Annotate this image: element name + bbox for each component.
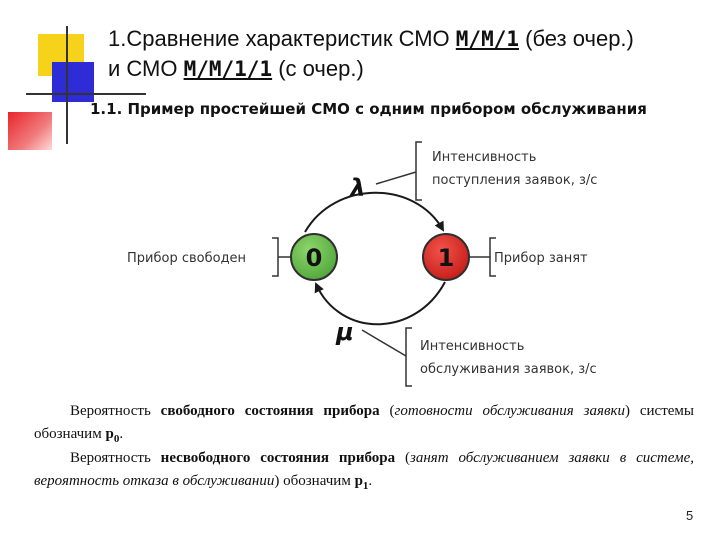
p1-text-e: ) системы обозначим	[34, 403, 694, 442]
bracket-busy	[470, 238, 496, 276]
subtitle: 1.1. Пример простейшей СМО с одним прибором обслуживания	[90, 100, 647, 118]
p1-bold: свободного состояния прибора	[160, 403, 380, 419]
p1-italic: готовности обслуживания заявки	[394, 403, 625, 419]
arrival-line1: Интенсивность	[432, 150, 537, 165]
p2-symbol: p	[354, 473, 363, 489]
p2-bold: несвободного состояния прибора	[160, 450, 396, 466]
service-line1: Интенсивность	[420, 339, 525, 354]
p1-period: .	[119, 426, 124, 442]
p1-subscript: 0	[113, 433, 120, 445]
paragraph-free-state	[34, 400, 694, 451]
p2-text-a: Вероятность	[70, 450, 161, 466]
paragraph-busy-state	[34, 447, 694, 498]
arrival-arc	[305, 193, 443, 232]
p2-text-e: ) обозначим	[274, 473, 355, 489]
bracket-free	[272, 238, 290, 276]
mu-symbol: μ	[336, 318, 354, 346]
lambda-symbol: λ	[350, 174, 366, 202]
bracket-service	[362, 328, 412, 386]
bracket-arrival	[376, 142, 422, 200]
p1-text-a: Вероятность	[70, 403, 161, 419]
p2-subscript: 1	[362, 480, 369, 492]
node-busy-label: 1	[437, 244, 455, 272]
label-free: Прибор свободен	[127, 251, 247, 266]
arrival-line2: поступления заявок, з/с	[432, 173, 598, 188]
title-code-mm11: M/M/1/1	[183, 57, 273, 81]
p2-italic: занят обслуживанием заявки в системе, вероятность отказа в обслуживании	[34, 450, 694, 489]
label-busy: Прибор занят	[494, 251, 588, 266]
p2-period: .	[368, 473, 373, 489]
p2-text-c: (	[395, 450, 410, 466]
p1-symbol: p	[105, 426, 114, 442]
title-line2-prefix: и СМО	[108, 56, 184, 81]
p1-text-c: (	[379, 403, 395, 419]
title-line1-prefix: 1.Сравнение характеристик СМО	[108, 26, 456, 51]
title-line1-suffix: (без очер.)	[519, 26, 634, 51]
node-free-label: 0	[305, 244, 323, 272]
title-line2-suffix: (с очер.)	[272, 56, 364, 81]
title-code-mm1: M/M/1	[455, 27, 519, 51]
page-number: 5	[686, 508, 694, 523]
service-line2: обслуживания заявок, з/с	[420, 362, 597, 377]
